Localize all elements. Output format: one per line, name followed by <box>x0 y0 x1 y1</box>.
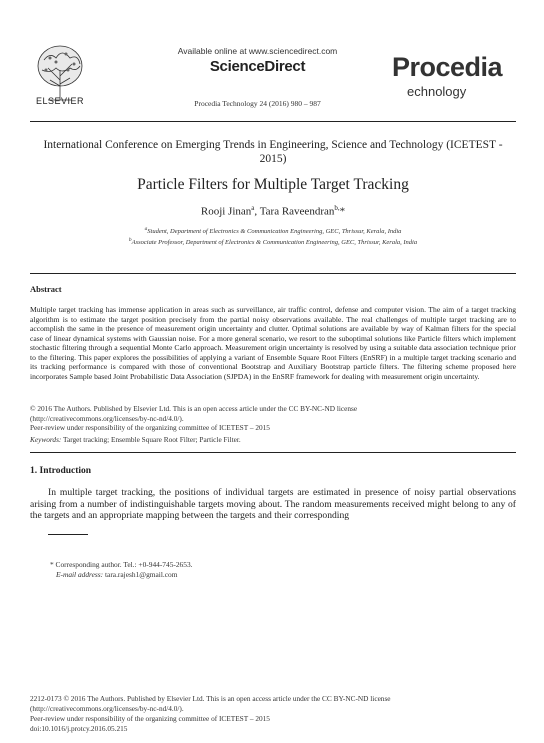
affiliation-text: Associate Professor, Department of Electronics & Communication Engineering, GEC, Thrissur, Kerala, India <box>131 239 418 247</box>
paper-title: Particle Filters for Multiple Target Tracking <box>137 176 409 193</box>
corresponding-star[interactable]: * <box>339 205 346 218</box>
section-heading-introduction: 1. Introduction <box>30 466 92 476</box>
keywords <box>30 435 516 444</box>
affiliation-mark: b, <box>334 204 340 212</box>
copyright-line: © 2016 The Authors. Published by Elsevier Ltd. This is an open access article under the CC BY-NC-ND license <box>30 404 358 413</box>
footnote-divider <box>48 534 88 535</box>
abstract-top-divider <box>30 273 516 274</box>
bottom-peer-review: Peer-review under responsibility of the organizing committee of ICETEST – 2015 <box>30 714 270 723</box>
keywords-list: Target tracking; Ensemble Square Root Filter; Particle Filter. <box>61 435 241 444</box>
header-divider <box>30 121 516 122</box>
email-note <box>56 570 456 579</box>
affiliation-b <box>30 237 516 246</box>
author-separator: , <box>254 205 260 218</box>
elsevier-wordmark: ELSEVIER <box>35 96 85 106</box>
affiliation-mark: b <box>128 237 132 243</box>
author-list <box>30 204 516 218</box>
available-online-line[interactable]: Available online at www.sciencedirect.com <box>177 46 338 56</box>
introduction-body: In multiple target tracking, the positions of individual targets are estimated in presence of noisy partial observations arising from a number of indistinguishable targets moving about. The random measurements received might belong to any of the targets and an appropriate mapping between the targets and their corresponding <box>30 487 516 522</box>
license-link[interactable]: (http://creativecommons.org/licenses/by-nc-nd/4.0/). <box>30 414 184 423</box>
keywords-label: Keywords: <box>30 435 62 444</box>
abstract-body: Multiple target tracking has immense application in areas such as surveillance, air traffic control, defense and computer vision. The aim of a target tracking algorithm is to estimate the target position precisely from the partial noisy observations available. The real challenges of multiple target tracking are to accomplish the same in the presence of measurement origin uncertainty and clutter. Optimal solutions are available by way of Kalman filters for the special case of linear dynamical systems with Gaussian noise. For a more general scenario, we resort to the suboptimal solutions like Particle filters which implement stochastic filtering through a sequential Monte Carlo approach. Measurement origin uncertainty is resolved by using a suitable data association technique prior to the filtering. This paper explores the possibilities of applying a variant of Ensemble Square Root Filters (EnSRF) in a multiple target tracking scenario and its tracking performance is compared with those of conventional Bootstrap and Auxiliary Bootstrap particle filters. The filtering scheme proposed here incorporates Sample based Joint Probabilistic Data Association (SJPDA) in the EnSRF framework for dealing with measurement origin uncertainty. <box>30 305 516 381</box>
procedia-logo-sub: echnology <box>407 84 467 99</box>
doi-line[interactable]: doi:10.1016/j.protcy.2016.05.215 <box>30 724 128 733</box>
affiliation-mark: a <box>251 204 255 212</box>
journal-reference: Procedia Technology 24 (2016) 980 – 987 <box>194 99 321 108</box>
affiliation-mark: a <box>144 226 148 232</box>
bottom-license-link[interactable]: (http://creativecommons.org/licenses/by-nc-nd/4.0/). <box>30 704 184 713</box>
author-name: Rooji Jinan <box>200 205 252 218</box>
peer-review-note: Peer-review under responsibility of the organizing committee of ICETEST – 2015 <box>30 423 270 432</box>
affiliation-a <box>30 226 516 235</box>
issn-copyright-line: 2212-0173 © 2016 The Authors. Published by Elsevier Ltd. This is an open access article under the CC BY-NC-ND license <box>30 694 391 703</box>
email-label: E-mail address: <box>56 570 104 579</box>
author-name: Tara Raveendran <box>259 205 335 218</box>
abstract-heading: Abstract <box>30 284 62 294</box>
conference-name: International Conference on Emerging Trends in Engineering, Science and Technology (ICETEST - 2015) <box>43 139 503 165</box>
sciencedirect-title[interactable]: ScienceDirect <box>209 58 306 75</box>
procedia-logo-name: Procedia <box>392 52 503 82</box>
abstract-bottom-divider <box>30 452 516 453</box>
affiliation-text: Student, Department of Electronics & Communication Engineering, GEC, Thrissur, Kerala, India <box>147 228 402 236</box>
email-address[interactable]: tara.rajesh1@gmail.com <box>103 570 178 579</box>
corresponding-author-note: * Corresponding author. Tel.: +0-944-745-2653. <box>50 560 193 569</box>
